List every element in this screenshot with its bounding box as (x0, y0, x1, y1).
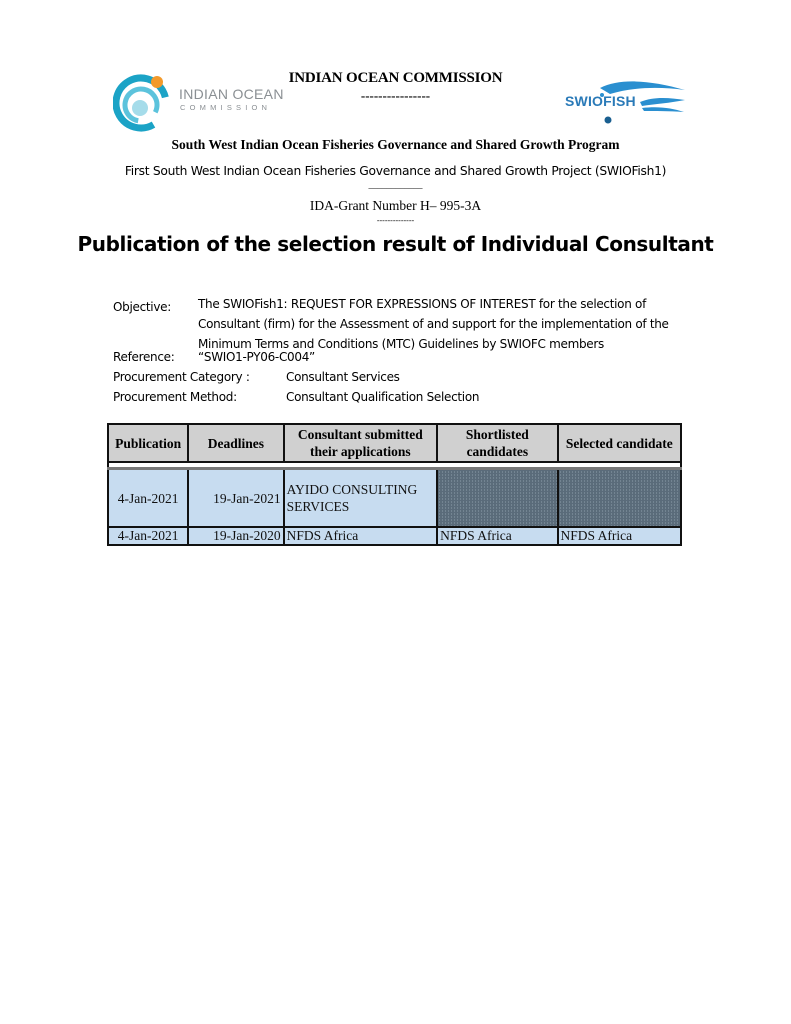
reference-label: Reference: (113, 350, 175, 364)
cell-selected (558, 469, 681, 528)
ioc-logo-line2: COMMISSION (180, 103, 272, 112)
cell-consultant: NFDS Africa (284, 527, 438, 545)
table-header-row (108, 424, 681, 462)
program-title: South West Indian Ocean Fisheries Governance and Shared Growth Program (171, 137, 620, 152)
ioc-logo-line1: INDIAN OCEAN (179, 86, 284, 102)
cell-shortlisted: NFDS Africa (437, 527, 557, 545)
header-consultant: Consultant submitted their applications (284, 424, 438, 462)
table-row (108, 469, 681, 528)
cell-shortlisted (437, 469, 557, 528)
objective-label: Objective: (113, 300, 171, 314)
grant-number: IDA-Grant Number H– 995-3A (309, 198, 482, 213)
procurement-method-value: Consultant Qualification Selection (286, 390, 480, 404)
header-shortlisted: Shortlisted candidates (437, 424, 557, 462)
publication-title: Publication of the selection result of Individual Consultant (77, 232, 714, 256)
project-title: First South West Indian Ocean Fisheries Governance and Shared Growth Project (SWIOFish1) (124, 164, 667, 178)
objective-text: The SWIOFish1: REQUEST FOR EXPRESSIONS OF INTEREST for the selection of Consultant (firm) for the Assessment of and support for the implementation of the Minimum Terms and Conditions (MTC) Guidelines by SWIOFC members (198, 297, 669, 351)
table-row (108, 527, 681, 545)
organization-title: INDIAN OCEAN COMMISSION (288, 70, 503, 86)
cell-selected: NFDS Africa (558, 527, 681, 545)
title-divider: ---------------- (360, 88, 431, 103)
header-deadlines: Deadlines (188, 424, 283, 462)
grant-divider: -------------- (376, 216, 415, 225)
reference-value: “SWIO1-PY06-C004” (198, 350, 315, 364)
results-table (107, 423, 682, 546)
header-publication: Publication (108, 424, 188, 462)
project-divider: ____________ (368, 180, 423, 190)
cell-deadline: 19-Jan-2021 (188, 469, 283, 528)
cell-consultant: AYIDO CONSULTING SERVICES (284, 469, 438, 528)
procurement-category-value: Consultant Services (286, 370, 400, 384)
swiofish-logo-text: SWIOFISH (565, 93, 636, 109)
cell-publication: 4-Jan-2021 (108, 527, 188, 545)
cell-publication: 4-Jan-2021 (108, 469, 188, 528)
header-selected: Selected candidate (558, 424, 681, 462)
cell-deadline: 19-Jan-2020 (188, 527, 283, 545)
procurement-category-label: Procurement Category : (113, 370, 250, 384)
procurement-method-label: Procurement Method: (113, 390, 237, 404)
